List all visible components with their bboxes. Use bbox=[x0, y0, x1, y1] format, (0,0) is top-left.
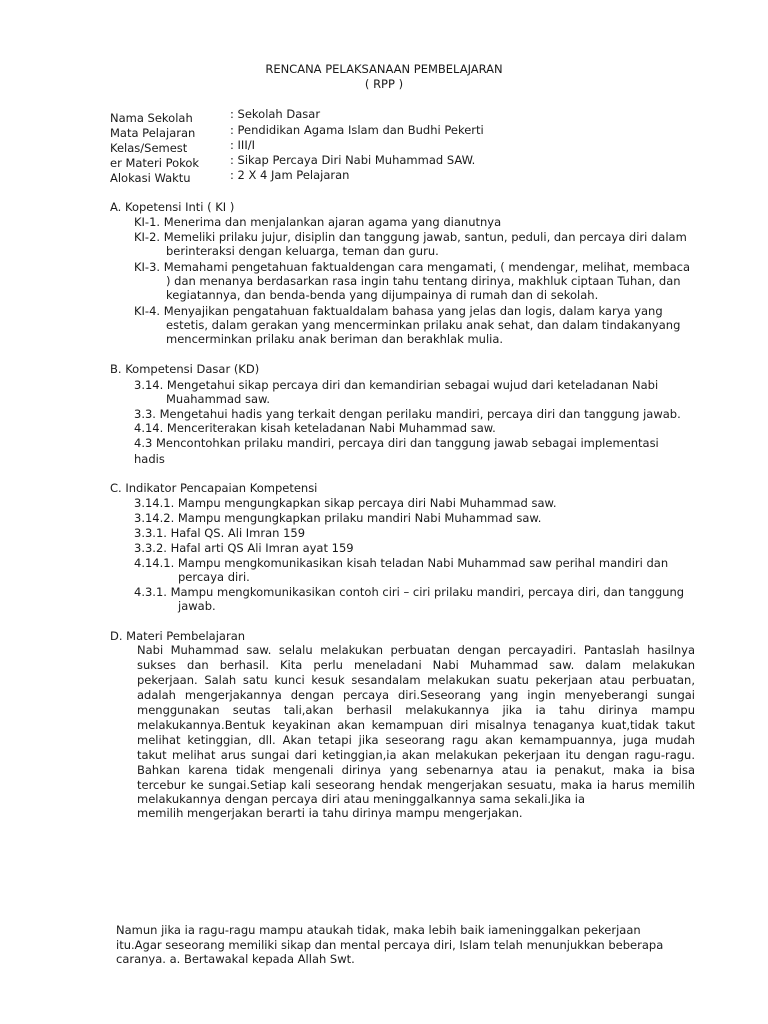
identity-value: : Sekolah Dasar bbox=[230, 107, 321, 121]
indicator-line: jawab. bbox=[178, 599, 216, 613]
ki-line: estetis, dalam gerakan yang mencerminkan prilaku anak sehat, dan dalam tindakanyang bbox=[166, 318, 681, 332]
ki-line: berinteraksi dengan keluarga, teman dan guru. bbox=[166, 244, 439, 258]
indicator-line: 3.3.1. Hafal QS. Ali Imran 159 bbox=[134, 526, 306, 540]
materi-line: melakukannya.Bentuk keyakinan akan kemampuan diri misalnya tenaganya kuat,tidak takut bbox=[137, 718, 695, 732]
indicator-line: 3.14.2. Mampu mengungkapkan prilaku mandiri Nabi Muhammad saw. bbox=[134, 511, 542, 525]
identity-label: er Materi Pokok bbox=[110, 156, 200, 170]
materi-line: Bahkan karena tidak mengenali dirinya yang sebenarnya atau ia penakut, maka ia bisa bbox=[137, 763, 695, 777]
kd-line: 3.14. Mengetahui sikap percaya diri dan kemandirian sebagai wujud dari keteladanan Nabi bbox=[134, 378, 659, 392]
kd-line: 4.14. Menceriterakan kisah keteladanan Nabi Muhammad saw. bbox=[134, 421, 496, 435]
document-subtitle: ( RPP ) bbox=[364, 77, 404, 91]
indicator-line: percaya diri. bbox=[178, 570, 250, 584]
materi-line: pekerjaan. Salah satu kunci kesuk sesandalam melakukan suatu pekerjaan atau perbuatan, bbox=[137, 673, 695, 687]
section-c-heading: C. Indikator Pencapaian Kompetensi bbox=[110, 481, 318, 495]
identity-label: Nama Sekolah bbox=[110, 111, 193, 125]
footer-line: caranya. a. Bertawakal kepada Allah Swt. bbox=[116, 952, 355, 966]
ki-line: ) dan menanya berdasarkan rasa ingin tahu tentang dirinya, makhluk ciptaan Tuhan, dan bbox=[166, 274, 681, 288]
materi-line: melakukannya dengan percaya diri atau meninggalkannya sama sekali.Jika ia bbox=[137, 792, 586, 806]
kd-line: hadis bbox=[134, 452, 165, 466]
identity-value: : III/I bbox=[230, 138, 255, 152]
section-b-heading: B. Kompetensi Dasar (KD) bbox=[110, 362, 260, 376]
ki-line: KI-4. Menyajikan pengatahuan faktualdalam bahasa yang jelas dan logis, dalam karya yang bbox=[134, 304, 663, 318]
identity-value: : 2 X 4 Jam Pelajaran bbox=[230, 168, 350, 182]
kd-line: Muahammad saw. bbox=[166, 392, 271, 406]
materi-line: takut melihat arus sungai dari ketinggian,ia akan melakukan pekerjaan itu dengan ragu-ragu. bbox=[137, 748, 695, 762]
ki-line: KI-2. Memeliki prilaku jujur, disiplin dan tanggung jawab, santun, peduli, dan percaya diri dalam bbox=[134, 230, 687, 244]
materi-line: Nabi Muhammad saw. selalu melakukan perbuatan dengan percayadiri. Pantaslah hasilnya bbox=[137, 643, 695, 657]
document-title: RENCANA PELAKSANAAN PEMBELAJARAN bbox=[265, 62, 503, 76]
ki-line: KI-1. Menerima dan menjalankan ajaran agama yang dianutnya bbox=[134, 215, 502, 229]
section-d-heading: D. Materi Pembelajaran bbox=[110, 629, 246, 643]
ki-line: kegiatannya, dan benda-benda yang dijumpainya di rumah dan di sekolah. bbox=[166, 288, 599, 302]
ki-line: mencerminkan prilaku anak beriman dan berakhlak mulia. bbox=[166, 332, 504, 346]
indicator-line: 3.14.1. Mampu mengungkapkan sikap percaya diri Nabi Muhammad saw. bbox=[134, 496, 557, 510]
materi-line: melihat ketinggian, dll. Akan tetapi jika seseorang ragu akan kemampuannya, juga mudah bbox=[137, 733, 695, 747]
indicator-line: 4.3.1. Mampu mengkomunikasikan contoh ciri – ciri prilaku mandiri, percaya diri, dan tanggung bbox=[134, 585, 685, 599]
identity-label: Alokasi Waktu bbox=[110, 171, 191, 185]
materi-line: sukses dan berhasil. Kita perlu meneladani Nabi Muhammad saw. dalam melakukan bbox=[137, 658, 695, 672]
materi-line: memilih mengerjakan berarti ia tahu dirinya mampu mengerjakan. bbox=[137, 806, 523, 820]
identity-label: Mata Pelajaran bbox=[110, 126, 196, 140]
identity-label: Kelas/Semest bbox=[110, 141, 188, 155]
identity-value: : Pendidikan Agama Islam dan Budhi Pekerti bbox=[230, 123, 484, 137]
footer-line: itu.Agar seseorang memiliki sikap dan mental percaya diri, Islam telah menunjukkan beberapa bbox=[116, 938, 664, 952]
kd-line: 3.3. Mengetahui hadis yang terkait dengan perilaku mandiri, percaya diri dan tanggung jawab. bbox=[134, 407, 681, 421]
kd-line: 4.3 Mencontohkan prilaku mandiri, percaya diri dan tanggung jawab sebagai implementasi bbox=[134, 436, 659, 450]
materi-line: menggunakan seutas tali,akan berhasil melakukannya jika ia tahu dirinya mampu bbox=[137, 703, 695, 717]
identity-value: : Sikap Percaya Diri Nabi Muhammad SAW. bbox=[230, 153, 476, 167]
section-a-heading: A. Kopetensi Inti ( KI ) bbox=[110, 200, 235, 214]
ki-line: KI-3. Memahami pengetahuan faktualdengan cara mengamati, ( mendengar, melihat, membaca bbox=[134, 260, 691, 274]
footer-line: Namun jika ia ragu-ragu mampu ataukah tidak, maka lebih baik iameninggalkan pekerjaan bbox=[116, 923, 641, 937]
materi-line: adalah mengerjakannya dengan percaya diri.Seseorang yang ingin menyeberangi sungai bbox=[137, 688, 695, 702]
indicator-line: 3.3.2. Hafal arti QS Ali Imran ayat 159 bbox=[134, 541, 354, 555]
materi-line: tercebur ke sungai.Setiap kali seseorang hendak mengerjakan sesuatu, maka ia harus memilih bbox=[137, 778, 695, 792]
indicator-line: 4.14.1. Mampu mengkomunikasikan kisah teladan Nabi Muhammad saw perihal mandiri dan bbox=[134, 556, 669, 570]
